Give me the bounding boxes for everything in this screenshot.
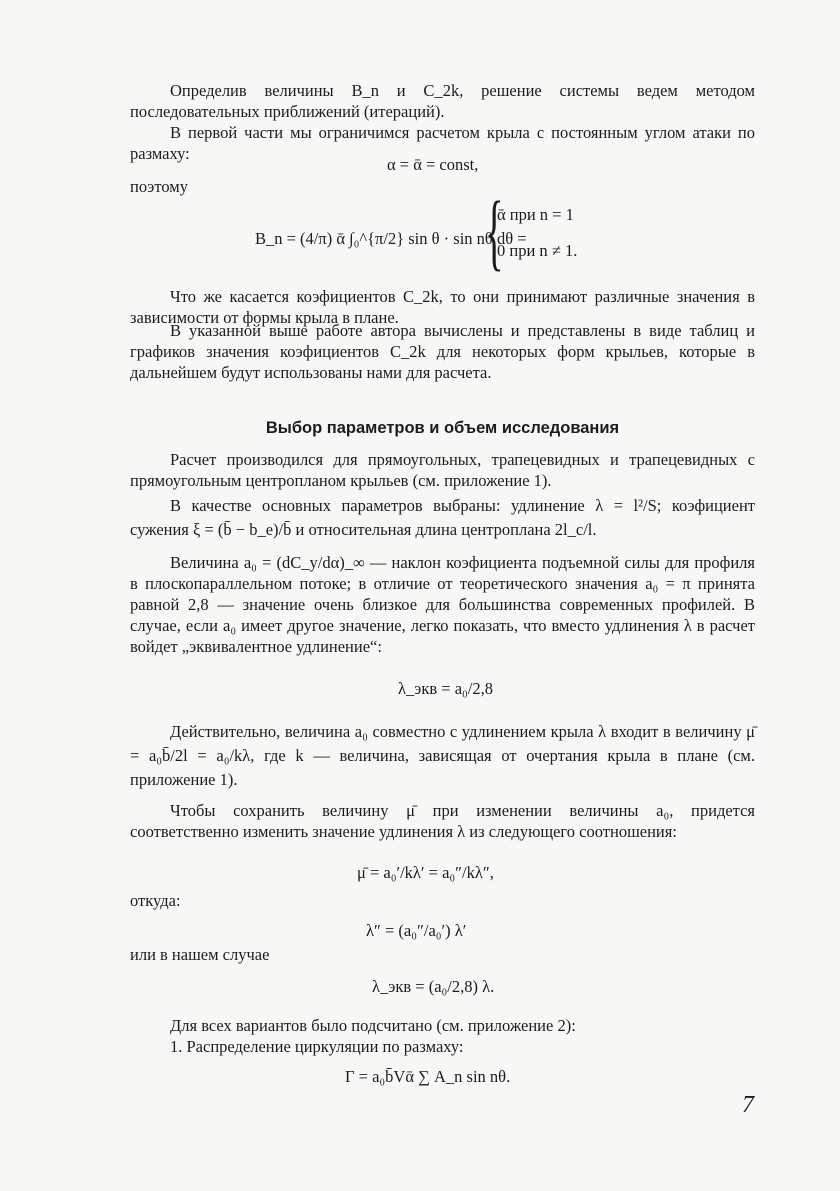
paragraph-13: Для всех вариантов было подсчитано (см. приложение 2):: [170, 1016, 576, 1035]
paragraph-4: Что же касается коэфициентов C_2k, то они принимают различные значения в зависимости от формы крыла в плане.: [130, 287, 755, 327]
equation-gamma: Γ = a₀b̄Vᾱ ∑ A_n sin nθ.: [345, 1067, 511, 1086]
equation-bn: B_n = (4/π) ᾱ ∫₀^{π/2} sin θ · sin nθ dθ =: [255, 229, 527, 248]
equation-lambda-ekv-2: λ_экв = (a₀/2,8) λ.: [372, 977, 495, 996]
equation-mu: μ̄ = a₀′/kλ′ = a₀″/kλ″,: [357, 863, 494, 882]
equation-lambda-double-prime: λ″ = (a₀″/a₀′) λ′: [366, 921, 467, 940]
paragraph-14: 1. Распределение циркуляции по размаху:: [170, 1037, 464, 1056]
paragraph-6: Расчет производился для прямоугольных, трапецевидных и трапецевидных с прямоугольным центропланом крыльев (см. приложение 1).: [130, 450, 755, 490]
paragraph-10: Чтобы сохранить величину μ̄ при изменении величины a₀, придется соответственно изменить значение удлинения λ из следующего соотношения:: [130, 801, 755, 841]
equation-case-2: 0 при n ≠ 1.: [497, 241, 578, 260]
paragraph-12: или в нашем случае: [130, 945, 270, 964]
equation-lambda-ekv: λ_экв = a₀/2,8: [398, 679, 493, 698]
paragraph-8: Величина a₀ = (dC_y/dα)_∞ — наклон коэфициента подъемной силы для профиля в плоскопараллельном потоке; в отличие от теоретического значения a₀ = π принята равной 2,8 — значение очень близкое для большинства современных профилей. В случае, если a₀ имеет другое значение, легко показать, что вместо удлинения λ в расчет войдет „эквивалентное удлинение“:: [130, 553, 755, 656]
paragraph-5: В указанной выше работе автора вычислены и представлены в виде таблиц и графиков значения коэфициентов C_2k для некоторых форм крыльев, которые в дальнейшем будут использованы нами для расчета.: [130, 321, 755, 382]
equation-case-1: ᾱ при n = 1: [497, 205, 574, 224]
paragraph-9: Действительно, величина a₀ совместно с удлинением крыла λ входит в величину μ̄ = a₀b̄/2l = a₀/kλ, где k — величина, зависящая от очертания крыла в плане (см. приложение 1).: [130, 722, 755, 789]
paragraph-1: Определив величины B_n и C_2k, решение системы ведем методом последовательных приближений (итераций).: [130, 81, 755, 121]
paragraph-7: В качестве основных параметров выбраны: удлинение λ = l²/S; коэфициент сужения ξ = (b̄ − b_e)/b̄ и относительная длина центроплана 2l_c/l.: [130, 496, 755, 539]
equation-alpha: α = ᾱ = const,: [387, 155, 479, 174]
case-brace: {: [485, 183, 504, 279]
paragraph-3: поэтому: [130, 177, 188, 196]
section-heading: Выбор параметров и объем исследования: [265, 419, 620, 437]
paragraph-2: В первой части мы ограничимся расчетом крыла с постоянным углом атаки по размаху:: [130, 123, 755, 163]
paragraph-11: откуда:: [130, 891, 181, 910]
page-number: 7: [742, 1092, 754, 1118]
